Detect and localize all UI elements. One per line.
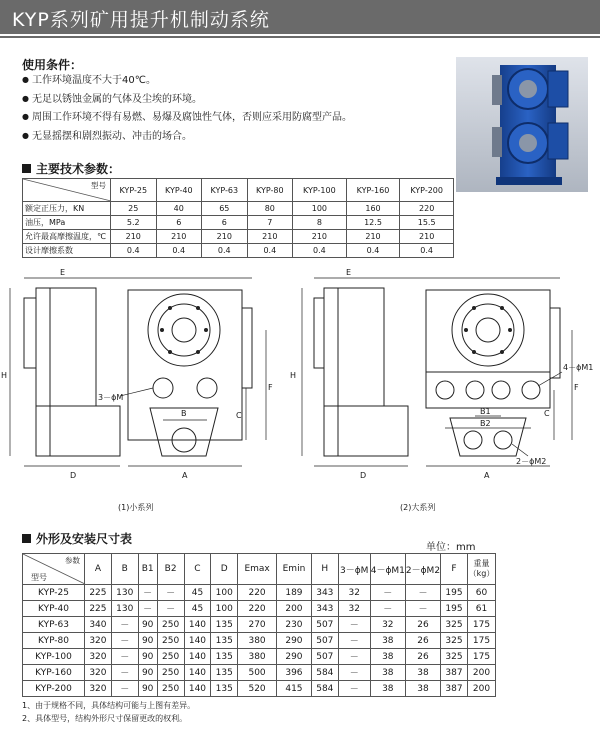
dims-header: H [311,554,338,585]
usage-list [22,72,352,146]
footnotes [22,699,195,725]
drawing-large-series [290,268,600,490]
dims-row: KYP-80 320 － 90 250 140 135 380 290 507 － 38 26 325 175 [23,633,496,649]
spec-model-header: KYP-63 [202,179,248,202]
dims-row: KYP-25 225 130 － － 45 100 220 189 343 32 － － 195 60 [23,585,496,601]
dims-header: B2 [157,554,184,585]
label-H: H [1,371,8,380]
spec-model-header: KYP-200 [400,179,454,202]
label-hole1: 4－ϕM1 [563,363,594,372]
label-D: D [70,471,77,480]
label-F: F [574,383,579,392]
dims-row: KYP-200 320 － 90 250 140 135 520 415 584 － 38 38 387 200 [23,681,496,697]
spec-model-header: KYP-80 [247,179,293,202]
dims-header: 4－ϕM1 [370,554,405,585]
unit-label: 单位：mm [426,542,476,553]
spec-table [22,178,454,258]
product-photo [456,57,588,192]
spec-corner-cell: 型号 [23,179,111,202]
label-D: D [360,471,367,480]
spec-model-header: KYP-160 [346,179,400,202]
page-header [0,0,600,34]
footnote: 2、具体型号，结构外形尺寸保留更改的权利。 [22,714,188,723]
spec-model-header: KYP-100 [293,179,347,202]
label-hole: 3－ϕM [98,393,124,402]
usage-item: ● 工作环境温度不大于40℃。 [22,72,352,91]
dims-row: KYP-160 320 － 90 250 140 135 500 396 584 － 38 38 387 200 [23,665,496,681]
label-C: C [544,409,550,418]
dims-corner-cell: 参数 型号 [23,554,85,585]
dims-header: B1 [138,554,157,585]
label-E: E [346,268,352,277]
page-title: KYP系列矿用提升机制动系统 [12,9,270,31]
dims-header: D [211,554,238,585]
dims-header: 3－ϕM [338,554,370,585]
dims-header: C [184,554,211,585]
usage-item: ● 周围工作环境不得有易燃、易爆及腐蚀性气体，否则应采用防腐型产品。 [22,109,352,128]
dims-section-title: 外形及安装尺寸表 [22,530,132,547]
dims-header: A [85,554,112,585]
spec-row: 额定正压力，KN 25 40 65 80 100 160 220 [23,202,454,216]
dims-header: 2－ϕM2 [405,554,440,585]
label-B1: B1 [480,407,491,416]
spec-model-header: KYP-40 [156,179,202,202]
dims-header: Emax [238,554,277,585]
dims-header: F [441,554,468,585]
dims-row: KYP-40 225 130 － － 45 100 220 200 343 32 － － 195 61 [23,601,496,617]
dims-header: Emin [276,554,311,585]
dims-table [22,553,496,697]
label-B: B [181,409,187,418]
label-B2: B2 [480,419,491,428]
label-H: H [290,371,297,380]
label-E: E [60,268,66,277]
caption-small-series: (1)小系列 [118,503,154,512]
usage-item: ● 无足以锈蚀金属的气体及尘埃的环境。 [22,91,352,110]
caption-large-series: (2)大系列 [400,503,436,512]
dims-row: KYP-63 340 － 90 250 140 135 270 230 507 － 32 26 325 175 [23,617,496,633]
header-divider [0,36,600,38]
spec-row: 允许最高摩擦温度，℃ 210 210 210 210 210 210 210 [23,230,454,244]
dims-header: B [111,554,138,585]
label-hole2: 2－ϕM2 [516,457,547,466]
spec-row: 油压，MPa 5.2 6 6 7 8 12.5 15.5 [23,216,454,230]
usage-item: ● 无显摇摆和剧烈振动、冲击的场合。 [22,128,352,147]
label-F: F [268,383,273,392]
spec-section-title: 主要技术参数： [22,160,120,177]
dims-row: KYP-100 320 － 90 250 140 135 380 290 507 － 38 26 325 175 [23,649,496,665]
dims-header: 重量（kg） [468,554,496,585]
label-A: A [182,471,188,480]
spec-model-header: KYP-25 [111,179,157,202]
label-A: A [484,471,490,480]
label-C: C [236,411,242,420]
footnote: 1、由于规格不同，具体结构可能与上图有差异。 [22,701,196,710]
drawing-small-series [0,268,300,490]
spec-row: 设计摩擦系数 0.4 0.4 0.4 0.4 0.4 0.4 0.4 [23,244,454,258]
usage-title: 使用条件： [22,58,83,72]
